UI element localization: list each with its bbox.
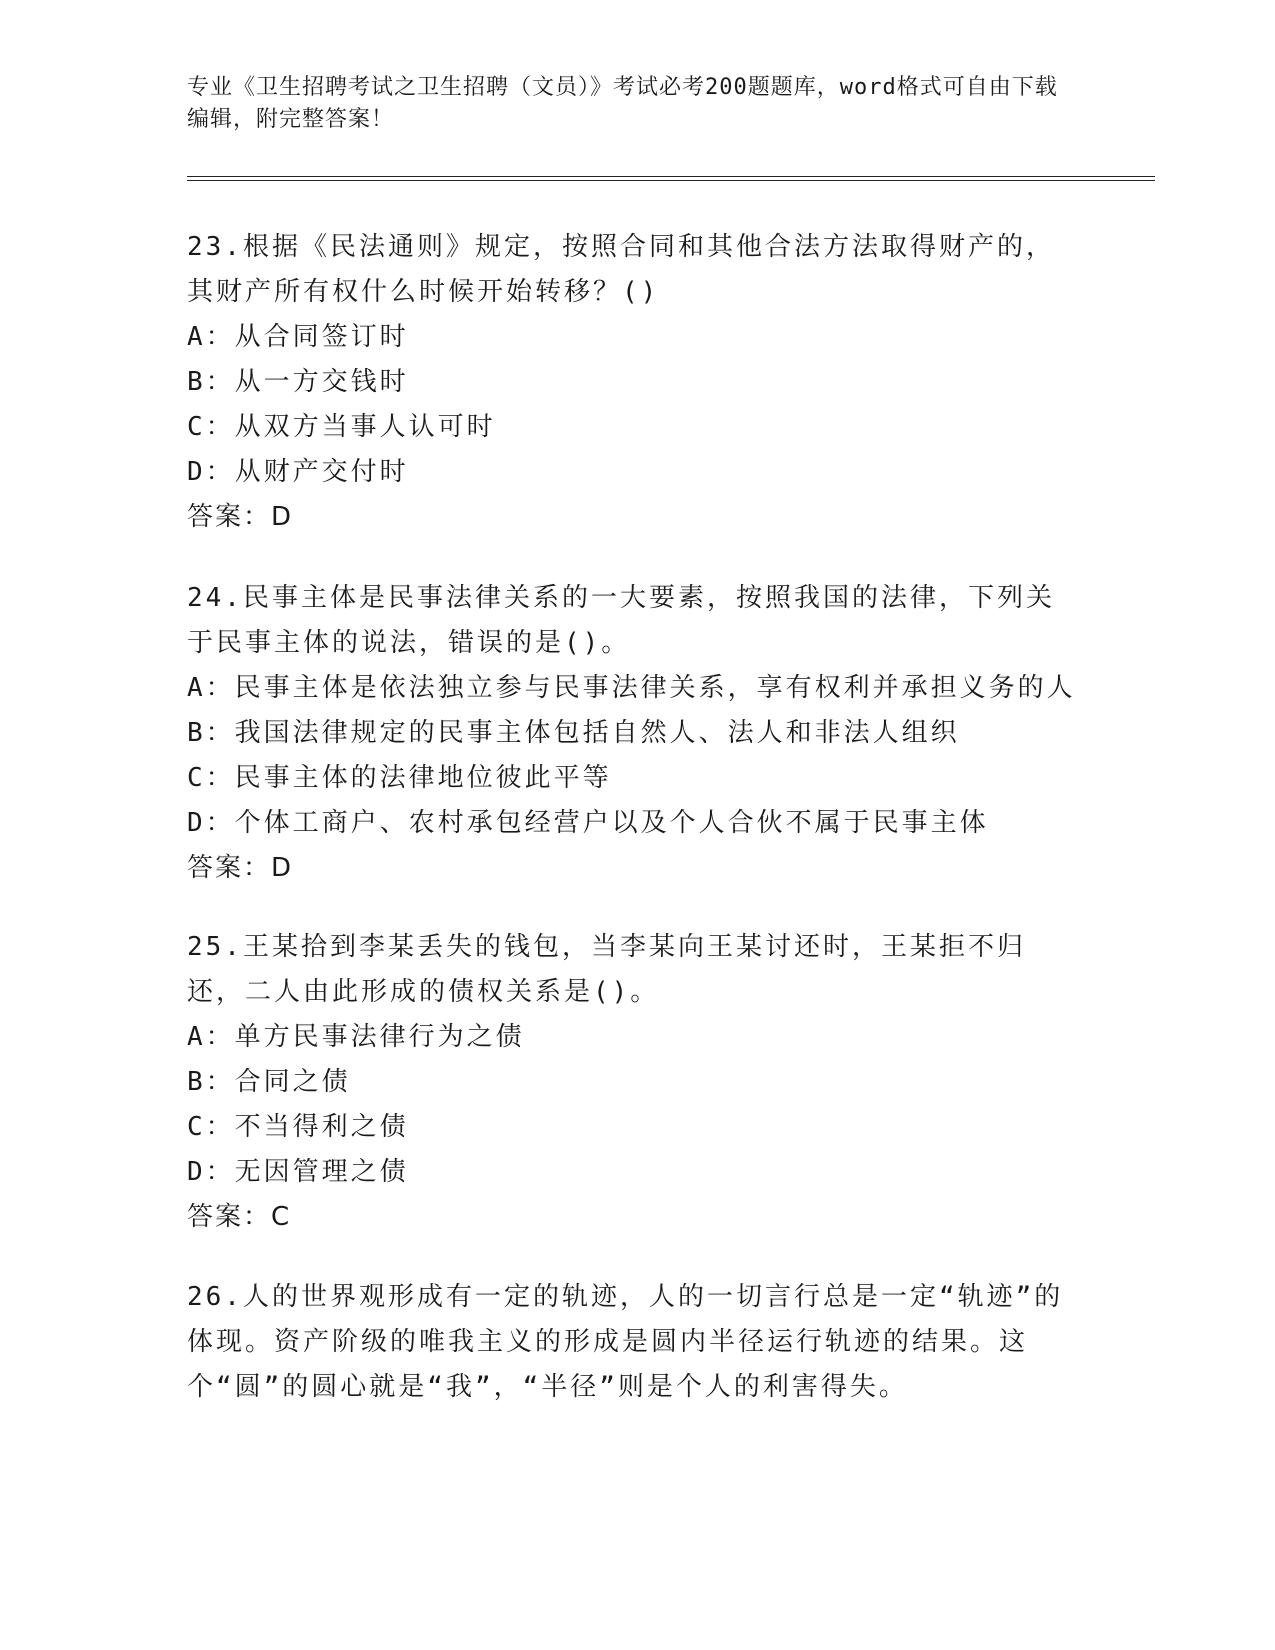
question-25 [187, 925, 1077, 1240]
option-a: A：民事主体是依法独立参与民事法律关系，享有权利并承担义务的人 [187, 673, 1076, 703]
option-b: B：从一方交钱时 [187, 367, 409, 397]
answer-line: 答案：D [187, 502, 294, 532]
document-header: 专业《卫生招聘考试之卫生招聘（文员）》考试必考200题题库，word格式可自由下载编辑，附完整答案！ [187, 75, 1058, 132]
option-a: A：从合同签订时 [187, 322, 409, 352]
option-c: C：从双方当事人认可时 [187, 412, 496, 442]
option-b: B：我国法律规定的民事主体包括自然人、法人和非法人组织 [187, 718, 960, 748]
question-24 [187, 576, 1077, 891]
option-c: C：不当得利之债 [187, 1112, 409, 1142]
option-c: C：民事主体的法律地位彼此平等 [187, 763, 612, 793]
option-b: B：合同之债 [187, 1067, 351, 1097]
option-d: D：无因管理之债 [187, 1157, 409, 1187]
answer-line: 答案：C [187, 1202, 292, 1232]
question-stem: 24.民事主体是民事法律关系的一大要素，按照我国的法律，下列关于民事主体的说法，错误的是()。 [187, 583, 1055, 658]
question-stem: 26.人的世界观形成有一定的轨迹，人的一切言行总是一定“轨迹”的体现。资产阶级的唯我主义的形成是圆内半径运行轨迹的结果。这个“圆”的圆心就是“我”，“半径”则是个人的利害得失。 [187, 1282, 1064, 1402]
question-26 [187, 1275, 1077, 1410]
answer-line: 答案：D [187, 853, 294, 883]
option-a: A：单方民事法律行为之债 [187, 1022, 525, 1052]
option-d: D：个体工商户、农村承包经营户以及个人合伙不属于民事主体 [187, 808, 989, 838]
question-23 [187, 225, 1077, 540]
option-d: D：从财产交付时 [187, 457, 409, 487]
question-stem: 23.根据《民法通则》规定，按照合同和其他合法方法取得财产的，其财产所有权什么时候开始转移？() [187, 232, 1055, 307]
question-stem: 25.王某拾到李某丢失的钱包，当李某向王某讨还时，王某拒不归还，二人由此形成的债权关系是()。 [187, 932, 1026, 1007]
header-divider [187, 176, 1155, 181]
